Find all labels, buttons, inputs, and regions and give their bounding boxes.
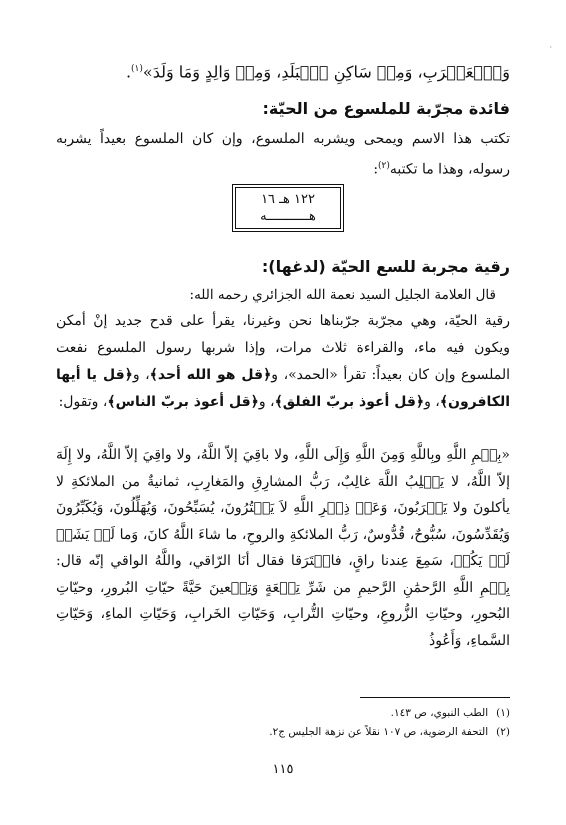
surah-ikhlas: ﴿قل هو الله أحد﴾ [149,367,272,383]
footnote-divider [360,697,510,698]
quran-verse-text: وَٱلۡعَقۡرَبِ، وَمِنۡ سَاكِنِ ٱلۡبَلَدِ، وَمِنۡ وَالِدٍ وَمَا وَلَدَ» [142,62,510,82]
footnote-1-number: (١) [496,707,510,719]
instructions-text: رقية الحيّة، وهي مجرّبة جرّبناها نحن وغيرنا، يقرأ على قدح جديد إنْ أمكن ويكون فيه ماء، والقراءة ثلاث مرات، وإذا شربها رسول الملسوع نفعت الملسوع وإن كان بعيداً: تقرأ «الحمد»، و [56,313,511,383]
paragraph-benefit-text: تكتب هذا الاسم ويمحى ويشربه الملسوع، وإن كان الملسوع بعيداً يشربه رسوله، وهذا ما تكتبه [56,131,510,178]
separator: ، و [424,394,440,410]
footnote-ref-2[interactable]: (٢) [378,161,390,171]
footnotes [56,704,510,742]
talisman-box [232,184,344,232]
footnote-2-text: التحفة الرضوية، ص ١٠٧ نقلاً عن نزهة الجليس ج٢. [269,726,489,738]
quran-verse-line [56,54,510,87]
intro-quote: قال العلامة الجليل السيد نعمة الله الجزائري رحمه الله: [189,287,496,303]
margin-mark: ˌ [549,40,552,49]
punctuation: . [125,62,132,82]
separator: ، و [132,367,150,383]
instructions-end: ، وتقول: [58,394,108,410]
footnote-2 [56,723,510,742]
talisman-line-1: ١٢٢ هـ ١٦ [261,192,315,207]
separator: ، و [258,394,275,410]
surah-falaq: ﴿قل أعوذ بربّ الفلق﴾ [274,394,425,410]
talisman-line-2: هـــــــــــه [260,209,316,224]
paragraph-benefit [56,126,510,184]
paragraph-ruqya-text: «بِسۡمِ اللَّهِ وبِاللَّهِ وَمِنَ اللَّهِ وَإِلَى اللَّهِ، ولا باقِيَ إلاّ اللَّهُ، ولا واقِيَ إلاّ اللَّهُ، ولا إِلَهَ إلاّ اللَّهُ، لا يَغۡلِبُ اللَّهَ غالِبٌ، رَبُّ المشارِقِ والمَغارِبِ، ثمانيةٌ من الملائكةِ لا يأكلونَ ولا يَشۡرَبُونَ، وَعَنۡ ذِكۡرِ اللَّهِ لاَ يَفۡتُرُونَ، يُسَبِّحُونَ، وَيُهَلِّلُونَ، وَيُكَبِّرُونَ وَيُقَدِّسُونَ، سُبُّوحٌ، قُدُّوسٌ، رَبُّ الملائكةِ والروحِ، ما شاءَ اللَّهُ كانَ، وَما لَمۡ يَشَأۡ لَمۡ يَكُنۡ، سَمِعَ عِندنا راقٍ، فاسۡتَرَقا فقال أنَا الرّاقي، واللَّهُ الواقي إنّه قال: بِسۡمِ اللَّهِ الرَّحمَٰنِ الرَّحيمِ من شَرِّ تِسۡعَةٍ وَتِسۡعينَ حَيَّةً حيّاتِ البُرورِ، وحيّاتِ البُحورِ، وحيّاتِ الزُّروعِ، وحيّاتِ التُّرابِ، وَحَيّاتِ الخَرابِ، وَحَيّاتِ الماءِ، وَحَيّاتِ السَّماءِ، وَأَعُوذُ [56,447,510,649]
punctuation: : [373,161,379,178]
surah-kafirun: ﴿قل يا أيها الكافرون﴾ [56,367,510,410]
surah-nas: ﴿قل أعوذ بربّ الناس﴾ [107,394,259,410]
footnote-1-text: الطب النبوي، ص ١٤٣. [390,707,489,719]
footnote-2-number: (٢) [496,726,510,738]
heading-snake-bite-ruqya: رقية مجربة للسع الحيّة (لدغها): [261,257,510,276]
page-number: ١١٥ [272,762,294,777]
footnote-ref-1[interactable]: (١) [131,64,143,74]
footnote-1 [56,704,510,723]
paragraph-ruqya-instructions [56,308,510,416]
talisman-inner-frame [235,187,341,229]
heading-snake-sting-benefit: فائدة مجرّبة للملسوع من الحيّة: [262,99,510,118]
